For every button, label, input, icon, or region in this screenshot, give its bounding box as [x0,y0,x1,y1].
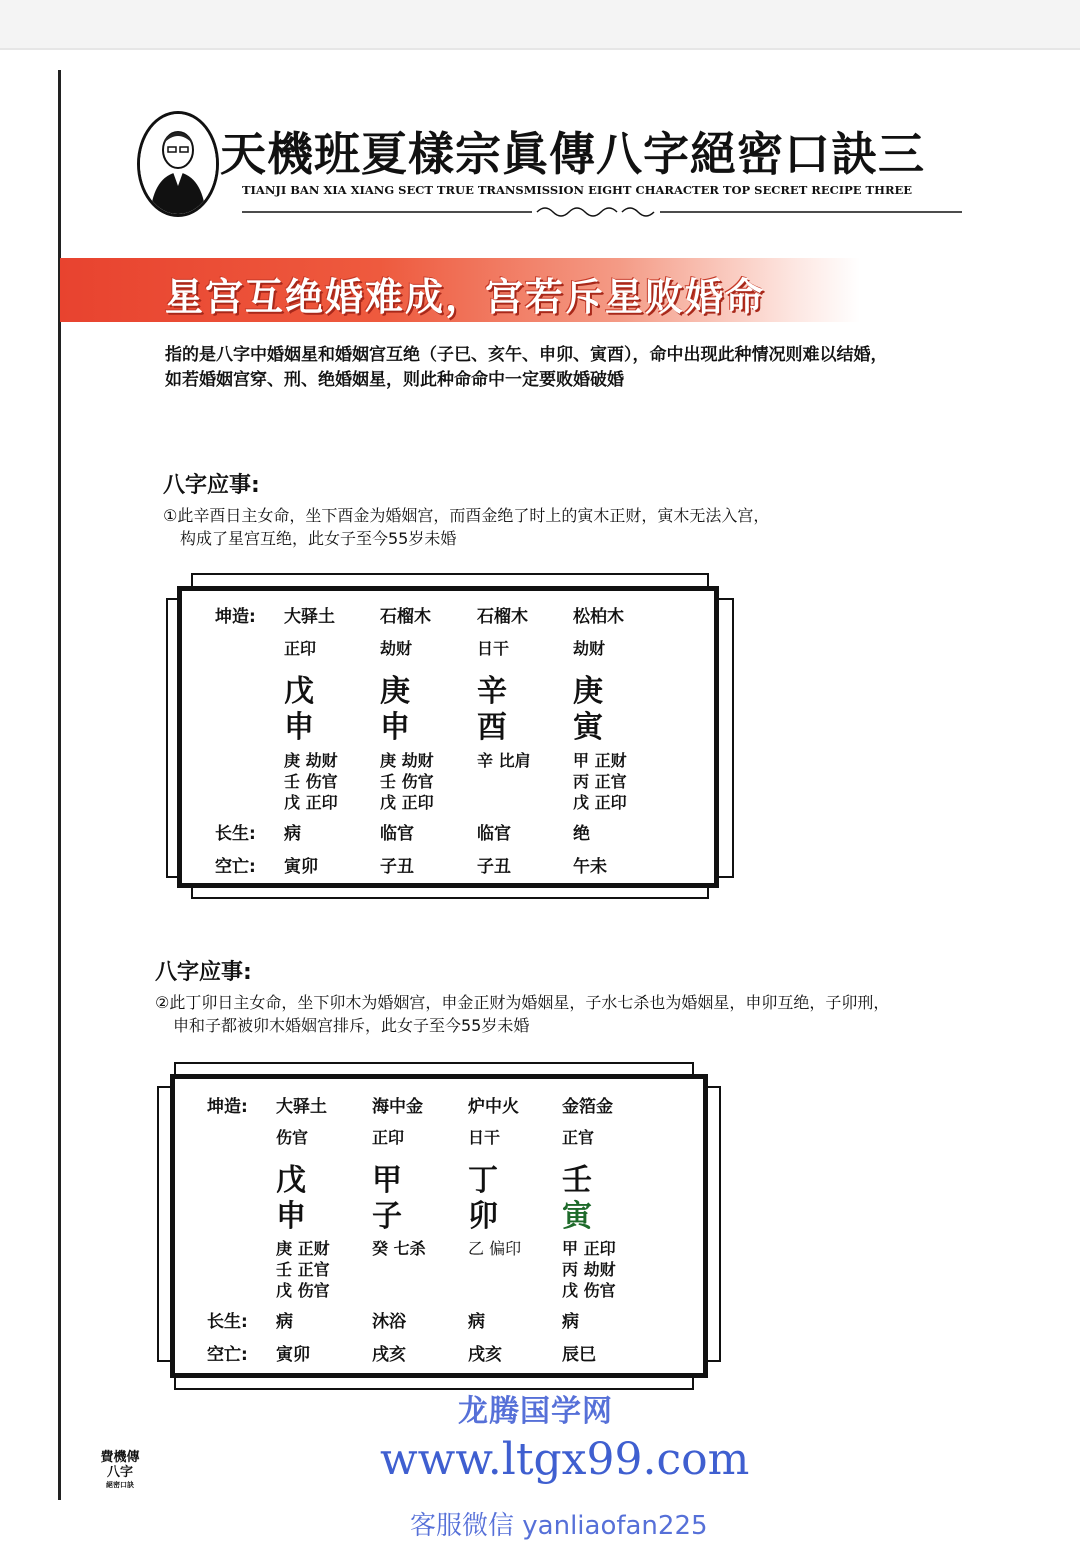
case2-ten-god: 正印 [372,1128,405,1147]
case2-changsheng-label: 长生: [207,1312,248,1332]
case2-earthly-branch: 子 [372,1199,402,1234]
footer-logo-line: 費機傳 [100,1450,140,1465]
case1-kongwang-label: 空亡: [215,857,256,877]
case1-kongwang: 子丑 [477,857,511,877]
page-subtitle: TIANJI BAN XIA XIANG SECT TRUE TRANSMISSION EIGHT CHARACTER TOP SECRET RECIPE THREE [242,183,913,197]
case2-description-1: ②此丁卯日主女命，坐下卯木为婚姻宫，申金正财为婚姻星，子水七杀也为婚姻星，申卯互绝，子卯刑， [155,993,890,1012]
author-portrait-logo [137,111,219,217]
case2-heavenly-stem: 丁 [468,1163,498,1198]
case1-hidden-stem: 庚 劫财 [380,751,434,770]
case1-kongwang: 子丑 [380,857,414,877]
case2-kongwang: 戌亥 [468,1345,502,1365]
case1-ten-god: 正印 [284,639,317,658]
case1-nayin: 石榴木 [380,607,431,627]
case1-description-2: 构成了星宫互绝，此女子至今55岁未婚 [180,529,457,548]
case1-ten-god: 日干 [477,639,510,658]
portrait-icon [140,114,216,214]
case1-ten-god: 劫财 [380,639,413,658]
case2-earthly-branch: 寅 [562,1199,592,1234]
case2-changsheng: 病 [562,1312,579,1332]
case2-kongwang: 寅卯 [276,1345,310,1365]
case2-hidden-stem: 乙 偏印 [468,1239,522,1258]
case1-kongwang: 寅卯 [284,857,318,877]
case2-earthly-branch: 卯 [468,1199,498,1234]
footer-logo-line: 絕密口訣 [106,1480,134,1489]
case1-earthly-branch: 寅 [573,710,603,745]
footer-logo-line: 八字 [106,1465,133,1480]
case2-ten-god: 伤官 [276,1128,309,1147]
case1-hidden-stem: 壬 伤官 [380,772,434,791]
watermark-url: www.ltgx99.com [380,1434,750,1485]
footer-book-logo [96,1450,144,1498]
case1-earthly-branch: 酉 [477,710,507,745]
case2-heading: 八字应事: [155,960,252,985]
case2-kongwang: 戌亥 [372,1345,406,1365]
top-bar [0,0,1080,48]
case1-hidden-stem: 辛 比肩 [477,751,531,770]
case1-description-1: ①此辛酉日主女命，坐下酉金为婚姻宫，而酉金绝了时上的寅木正财，寅木无法入宫， [163,506,770,525]
watermark-site-name: 龙腾国学网 [458,1394,613,1429]
case1-hidden-stem: 甲 正财 [573,751,627,770]
case1-nayin: 松柏木 [573,607,624,627]
intro-line-2: 如若婚姻宫穿、刑、绝婚姻星，则此种命命中一定要败婚破婚 [165,370,624,390]
page-title: 天機班夏樣宗眞傳八字絕密口訣三 [220,127,925,181]
case2-description-2: 申和子都被卯木婚姻宫排斥，此女子至今55岁未婚 [173,1016,530,1035]
case1-changsheng: 临官 [380,824,414,844]
case1-changsheng-label: 长生: [215,824,256,844]
case2-kongwang: 辰巳 [562,1345,596,1365]
case2-heavenly-stem: 甲 [372,1163,402,1198]
case1-hidden-stem: 戊 正印 [284,793,338,812]
case2-heavenly-stem: 壬 [562,1163,592,1198]
case1-hidden-stem: 庚 劫财 [284,751,338,770]
banner-title: 星宫互绝婚难成，宫若斥星败婚命 [165,275,766,319]
case2-nayin: 大驿土 [276,1097,327,1117]
case1-earthly-branch: 申 [380,710,410,745]
case1-chart [177,586,719,888]
case2-hidden-stem: 戊 伤官 [562,1281,616,1300]
case1-heavenly-stem: 戊 [284,674,314,709]
case2-heavenly-stem: 戊 [276,1163,306,1198]
case1-hidden-stem: 壬 伤官 [284,772,338,791]
case1-changsheng: 绝 [573,824,590,844]
intro-line-1: 指的是八字中婚姻星和婚姻宫互绝（子巳、亥午、申卯、寅酉），命中出现此种情况则难以结婚， [165,345,888,365]
case2-hidden-stem: 甲 正印 [562,1239,616,1258]
case2-hidden-stem: 戊 伤官 [276,1281,330,1300]
case1-heavenly-stem: 辛 [477,674,507,709]
top-bar-divider [0,48,1080,50]
case2-chart [170,1074,708,1378]
case1-heading: 八字应事: [163,473,260,498]
case1-changsheng: 病 [284,824,301,844]
case1-gender-label: 坤造: [215,607,256,627]
subtitle-ornament [242,205,962,219]
case2-changsheng: 病 [276,1312,293,1332]
case2-earthly-branch: 申 [276,1199,306,1234]
case2-nayin: 炉中火 [468,1097,519,1117]
case2-hidden-stem: 庚 正财 [276,1239,330,1258]
case2-nayin: 海中金 [372,1097,423,1117]
case2-changsheng: 病 [468,1312,485,1332]
case2-hidden-stem: 丙 劫财 [562,1260,616,1279]
case1-hidden-stem: 戊 正印 [380,793,434,812]
case1-ten-god: 劫财 [573,639,606,658]
case2-kongwang-label: 空亡: [207,1345,248,1365]
case1-heavenly-stem: 庚 [573,674,603,709]
case2-changsheng: 沐浴 [372,1312,406,1332]
case2-nayin: 金箔金 [562,1097,613,1117]
case2-hidden-stem: 癸 七杀 [372,1239,426,1258]
watermark-contact: 客服微信 yanliaofan225 [410,1511,708,1541]
case2-ten-god: 日干 [468,1128,501,1147]
case2-ten-god: 正官 [562,1128,595,1147]
case2-gender-label: 坤造: [207,1097,248,1117]
case1-kongwang: 午未 [573,857,607,877]
case2-hidden-stem: 壬 正官 [276,1260,330,1279]
case1-changsheng: 临官 [477,824,511,844]
case1-heavenly-stem: 庚 [380,674,410,709]
case1-hidden-stem: 丙 正官 [573,772,627,791]
case1-nayin: 石榴木 [477,607,528,627]
case1-earthly-branch: 申 [284,710,314,745]
case1-nayin: 大驿土 [284,607,335,627]
case1-hidden-stem: 戊 正印 [573,793,627,812]
